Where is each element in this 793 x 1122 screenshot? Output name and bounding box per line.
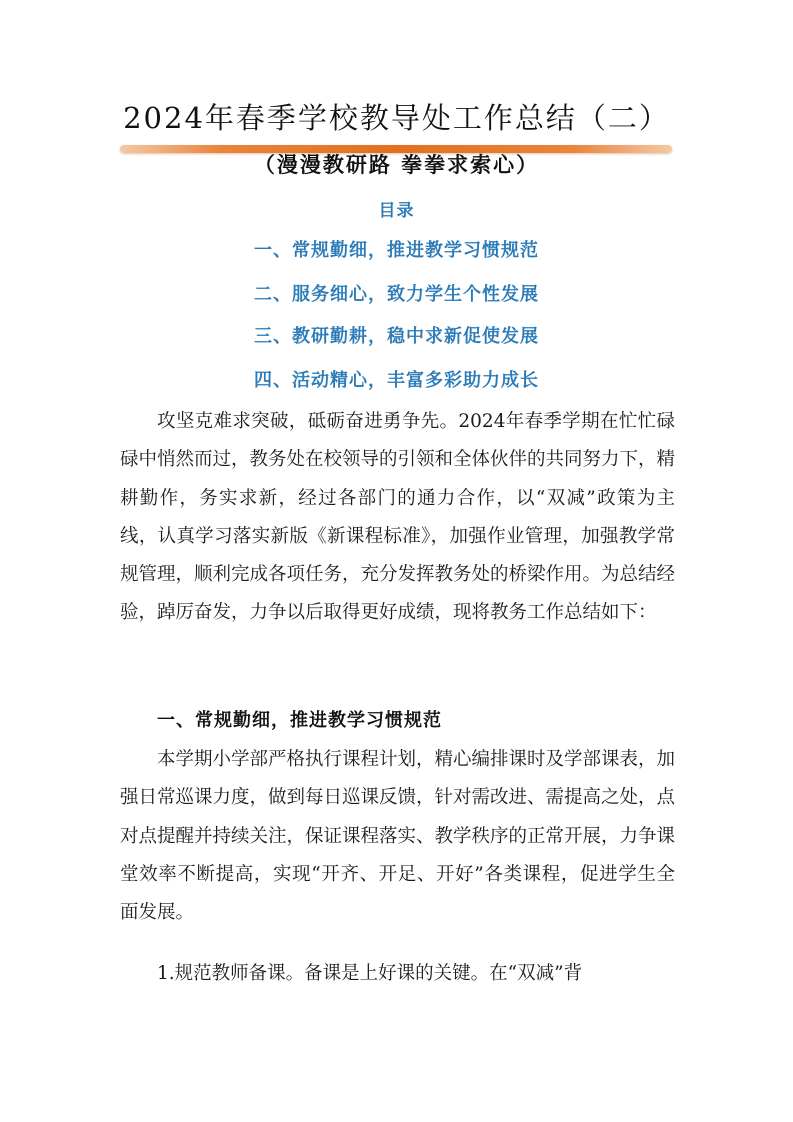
item-1-paragraph: 1.规范教师备课。备课是上好课的关键。在“双减”背 [157, 963, 583, 984]
toc-item-3[interactable]: 三、教研勤耕，稳中求新促使发展 [254, 326, 539, 347]
section-1-paragraph: 本学期小学部严格执行课程计划，精心编排课时及学部课表，加强日常巡课力度，做到每日巡课反馈，针对需改进、需提高之处，点对点提醒并持续关注，保证课程落实、教学秩序的正常开展，力争课堂效率不断提高，实现“开齐、开足、开好”各类课程，促进学生全面发展。 [120, 749, 676, 924]
toc-heading[interactable]: 目录 [378, 201, 415, 221]
toc-item-2[interactable]: 二、服务细心，致力学生个性发展 [254, 284, 539, 305]
document-title: 2024年春季学校教导处工作总结（二） [123, 101, 670, 135]
intro-paragraph: 攻坚克难求突破，砥砺奋进勇争先。2024年春季学期在忙忙碌碌中悄然而过，教务处在校领导的引领和全体伙伴的共同努力下，精耕勤作，务实求新，经过各部门的通力合作，以“双减”政策为主线，认真学习落实新版《新课程标准》，加强作业管理，加强教学常规管理，顺利完成各项任务，充分发挥教务处的桥梁作用。为总结经验，踔厉奋发，力争以后取得更好成绩，现将教务工作总结如下： [120, 411, 676, 624]
document-subtitle: （漫漫教研路 拳拳求索心） [253, 152, 540, 177]
section-1-heading: 一、常规勤细，推进教学习惯规范 [157, 710, 442, 731]
toc-item-1[interactable]: 一、常规勤细，推进教学习惯规范 [254, 240, 539, 261]
toc-item-4[interactable]: 四、活动精心，丰富多彩助力成长 [254, 370, 539, 391]
